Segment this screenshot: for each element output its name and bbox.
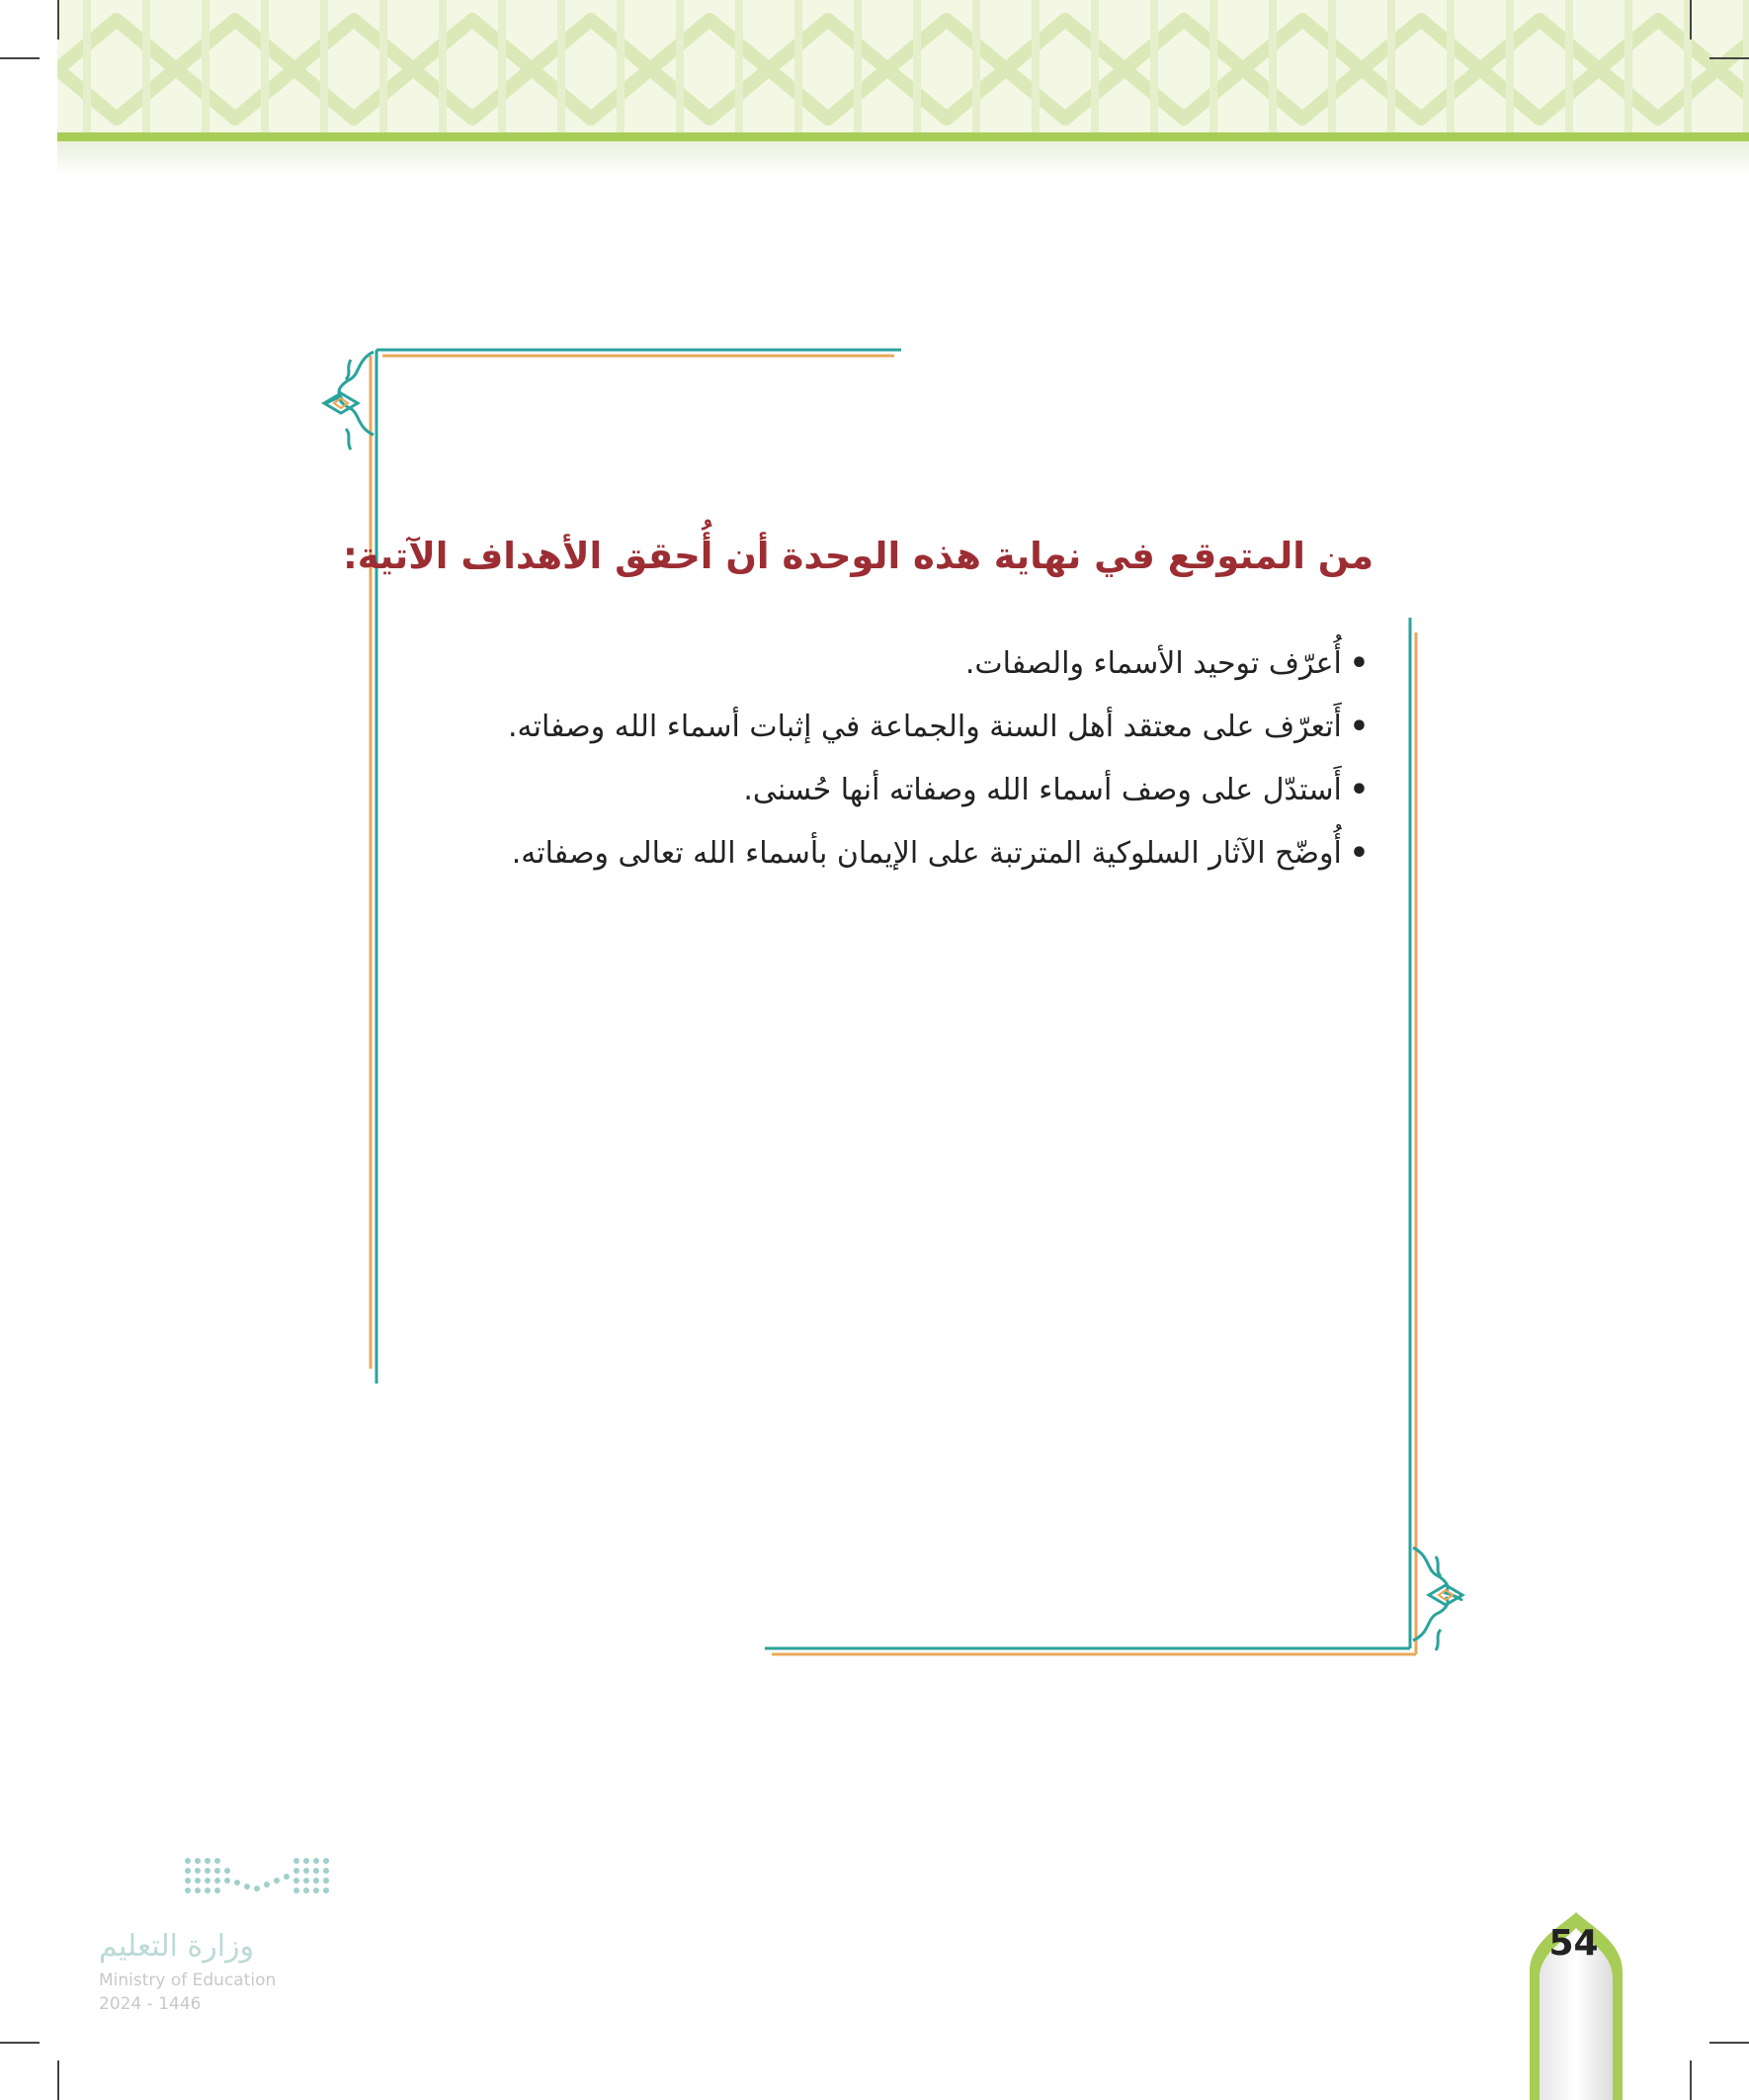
objectives-heading: من المتوقع في نهاية هذه الوحدة أن أُحقق الأهداف الآتية: <box>342 535 1374 577</box>
bullet-icon: • <box>1349 836 1369 871</box>
bullet-icon: • <box>1349 710 1369 744</box>
edition-year: 2024 - 1446 <box>99 1994 202 2014</box>
list-item <box>380 822 1369 885</box>
bullet-icon: • <box>1349 773 1369 807</box>
flourish-ornament-bottom <box>1413 1548 1462 1650</box>
objective-text: أَتعرّف على معتقد أهل السنة والجماعة في إثبات أسماء الله وصفاته. <box>507 710 1342 744</box>
bullet-icon: • <box>1349 646 1369 681</box>
page-number: 54 <box>1548 1923 1599 1964</box>
objectives-list <box>380 632 1369 885</box>
list-item <box>380 632 1369 696</box>
list-item <box>380 696 1369 759</box>
flourish-ornament-top <box>324 352 374 450</box>
objective-text: أُعرّف توحيد الأسماء والصفات. <box>964 646 1342 681</box>
ministry-name-arabic: وزارة التعليم <box>99 1929 255 1964</box>
objective-text: أُوضّح الآثار السلوكية المترتبة على الإيمان بأسماء الله تعالى وصفاته. <box>511 836 1342 871</box>
ministry-name-english: Ministry of Education <box>99 1971 277 1990</box>
list-item <box>380 759 1369 822</box>
objective-text: أَستدّل على وصف أسماء الله وصفاته أنها حُسنى. <box>743 773 1342 807</box>
